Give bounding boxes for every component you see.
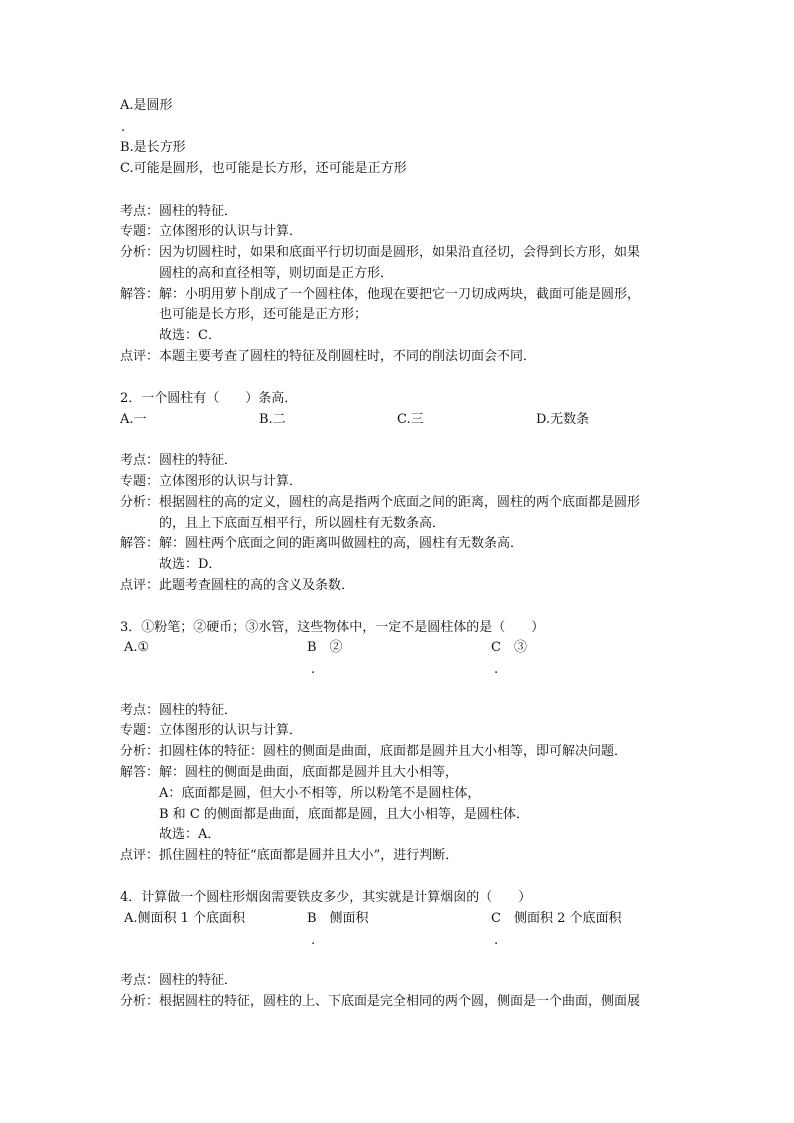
q3-option-a: A.① [124,640,150,655]
q3-kaodian: 考点：圆柱的特征． [120,703,238,718]
q2-option-c: C.三 [397,412,424,427]
q3-option-c: C ③ [491,640,527,655]
q3-jieda-line1: 解答：解：圆柱的侧面是曲面，底面都是圆并且大小相等， [120,765,459,780]
q3-option-c-dot: . [494,662,499,677]
q4-option-c: C 侧面积 2 个底面积 [491,911,622,926]
q1-dianping: 点评：本题主要考查了圆柱的特征及削圆柱时，不同的削法切面会不同． [120,349,537,364]
q1-kaodian: 考点：圆柱的特征． [120,204,238,219]
q3-jieda-line4: 故选：A． [159,827,221,842]
q1-fenxi-line1: 分析：因为切圆柱时，如果和底面平行切切面是圆形，如果沿直径切，会得到长方形，如果 [120,245,641,260]
q4-kaodian: 考点：圆柱的特征． [120,973,238,988]
q2-option-a: A.一 [120,412,147,427]
q1-jieda-line2: 也可能是长方形，还可能是正方形； [159,307,368,322]
q2-dianping: 点评：此题考查圆柱的高的含义及条数． [120,578,355,593]
q2-option-b: B.二 [259,412,286,427]
q2-jieda-line1: 解答：解：圆柱两个底面之间的距离叫做圆柱的高，圆柱有无数条高． [120,536,524,551]
q3-option-b-dot: . [311,662,316,677]
q3-option-b: B ② [307,640,343,655]
q3-zhuanti: 专题：立体图形的认识与计算． [120,723,303,738]
q1-option-a-dot: . [121,120,126,135]
q2-jieda-line2: 故选：D． [159,557,222,572]
q1-option-a: A.是圆形 [120,98,173,113]
q1-jieda-line1: 解答：解：小明用萝卜削成了一个圆柱体，他现在要把它一刀切成两块，截面可能是圆形， [120,287,641,302]
q2-fenxi-line1: 分析：根据圆柱的高的定义，圆柱的高是指两个底面之间的距离，圆柱的两个底面都是圆形 [120,495,641,510]
q4-stem: 4．计算做一个圆柱形烟囱需要铁皮多少，其实就是计算烟囱的（ ） [120,890,532,905]
q2-zhuanti: 专题：立体图形的认识与计算． [120,474,303,489]
q1-jieda-line3: 故选：C． [159,328,221,343]
q2-kaodian: 考点：圆柱的特征． [120,453,238,468]
q1-option-c: C.可能是圆形，也可能是长方形，还可能是正方形 [120,161,407,176]
q3-jieda-line3: B 和 C 的侧面都是曲面，底面都是圆，且大小相等，是圆柱体． [159,807,529,822]
q1-zhuanti: 专题：立体图形的认识与计算． [120,224,303,239]
q2-stem: 2．一个圆柱有（ ）条高． [120,391,298,406]
q1-fenxi-line2: 圆柱的高和直径相等，则切面是正方形． [159,266,394,281]
q3-stem: 3．①粉笔；②硬币；③水管，这些物体中，一定不是圆柱体的是（ ） [120,620,545,635]
q4-option-c-dot: . [494,933,499,948]
q2-fenxi-line2: 的，且上下底面互相平行，所以圆柱有无数条高． [159,516,446,531]
q4-option-a: A.侧面积 1 个底面积 [124,911,246,926]
q1-option-b: B.是长方形 [120,140,186,155]
q3-jieda-line2: A：底面都是圆，但大小不相等，所以粉笔不是圆柱体， [159,786,481,801]
q4-option-b-dot: . [311,933,316,948]
q2-option-d: D.无数条 [536,412,590,427]
q4-option-b: B 侧面积 [307,911,369,926]
q4-fenxi-line1: 分析：根据圆柱的特征，圆柱的上、下底面是完全相同的两个圆，侧面是一个曲面，侧面展 [120,994,641,1009]
q3-fenxi: 分析：扣圆柱体的特征：圆柱的侧面是曲面，底面都是圆并且大小相等，即可解决问题． [120,744,628,759]
q3-dianping: 点评：抓住圆柱的特征“底面都是圆并且大小”，进行判断． [120,848,459,863]
